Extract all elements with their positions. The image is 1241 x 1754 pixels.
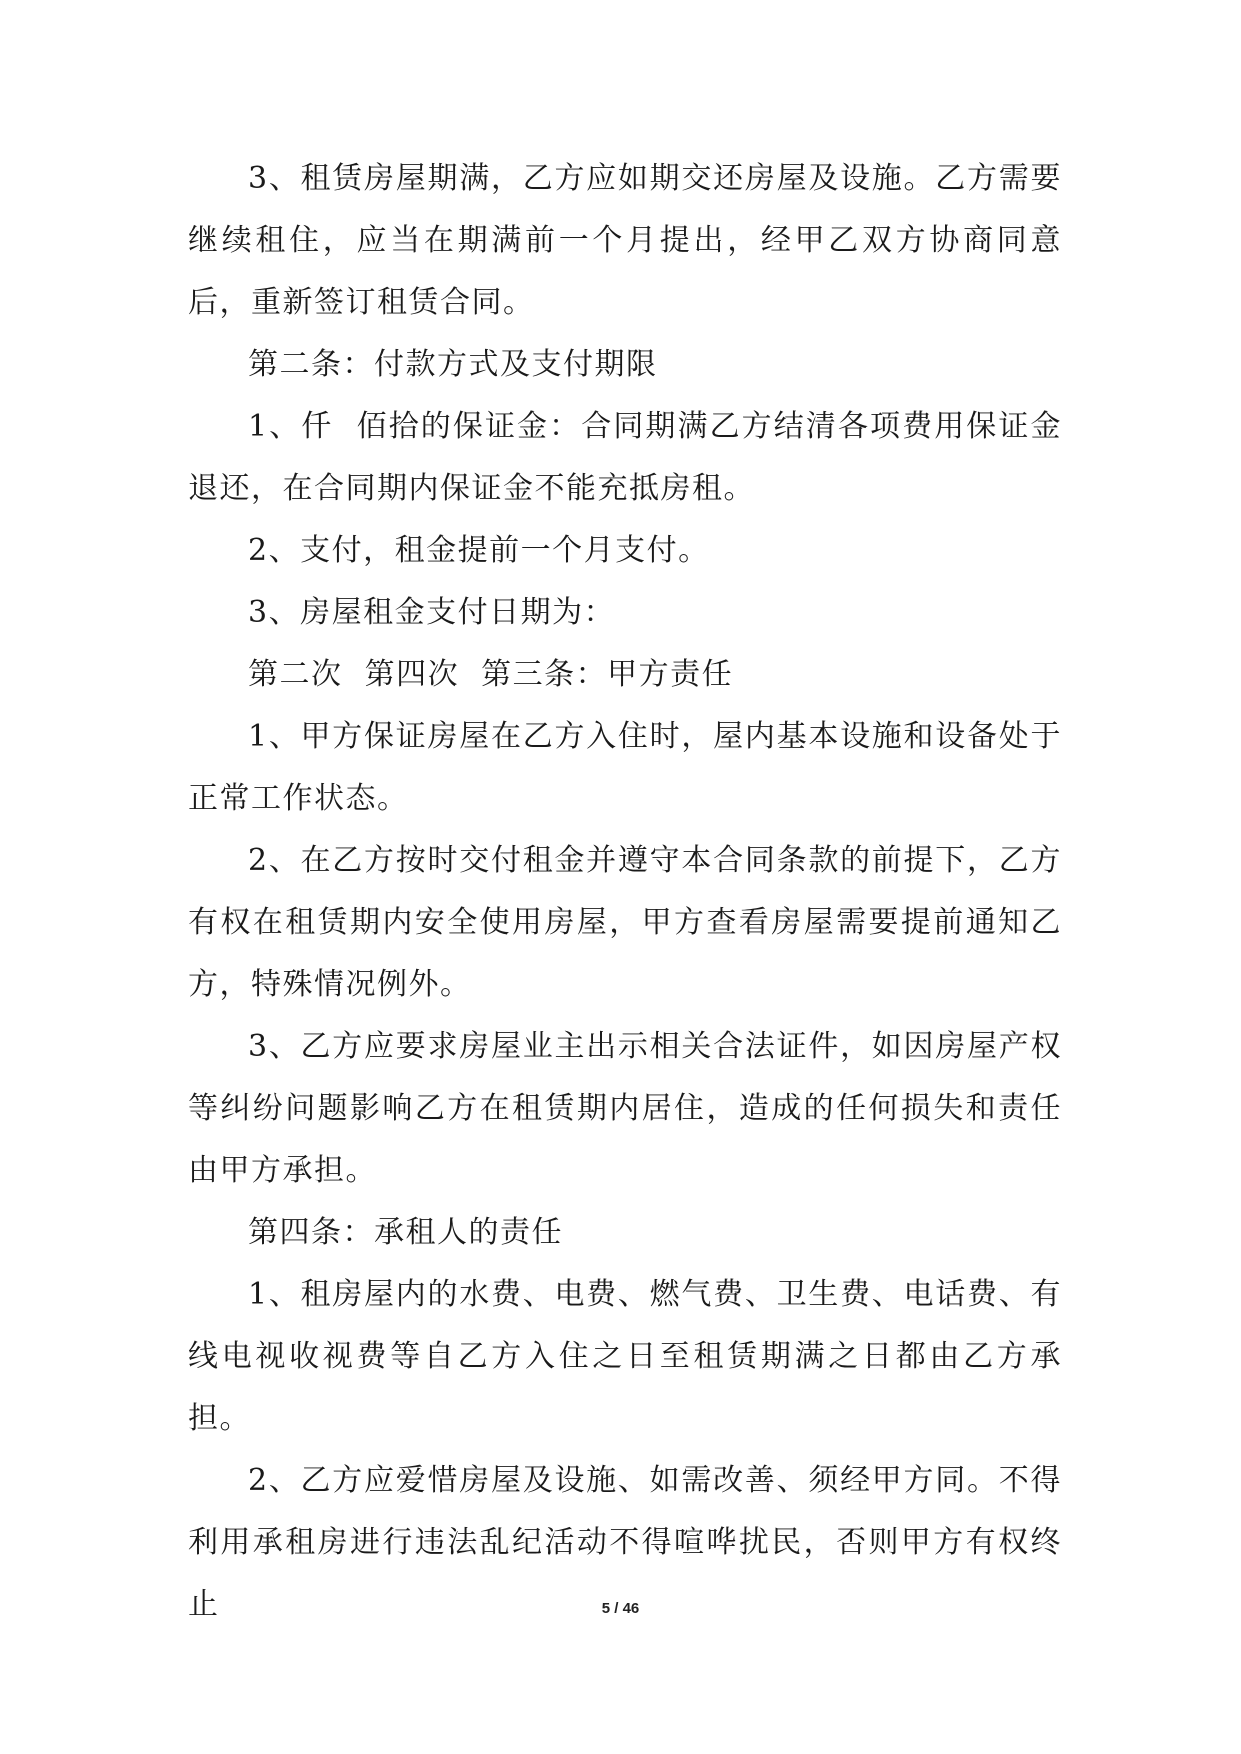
heading-article-2: 第二条：付款方式及支付期限 bbox=[248, 347, 658, 382]
heading-article-3: 第二次 第四次 第三条：甲方责任 bbox=[248, 657, 734, 692]
paragraph-clause-3-3: 3、乙方应要求房屋业主出示相关合法证件，如因房屋产权等纠纷问题影响乙方在租赁期内居住，造成的任何损失和责任由甲方承担。 bbox=[188, 1029, 1062, 1188]
document-body bbox=[188, 148, 1062, 1636]
paragraph-clause-2-1: 1、仟 佰拾的保证金：合同期满乙方结清各项费用保证金退还，在合同期内保证金不能充抵房租。 bbox=[188, 409, 1062, 506]
heading-article-4: 第四条：承租人的责任 bbox=[248, 1215, 563, 1250]
paragraph-clause-3-2: 2、在乙方按时交付租金并遵守本合同条款的前提下，乙方有权在租赁期内安全使用房屋，甲方查看房屋需要提前通知乙方，特殊情况例外。 bbox=[188, 843, 1062, 1002]
paragraph-clause-3-1: 1、甲方保证房屋在乙方入住时，屋内基本设施和设备处于正常工作状态。 bbox=[188, 719, 1062, 816]
page-number: 5 / 46 bbox=[601, 1600, 640, 1617]
paragraph-clause-4-1: 1、租房屋内的水费、电费、燃气费、卫生费、电话费、有线电视收视费等自乙方入住之日至租赁期满之日都由乙方承担。 bbox=[188, 1277, 1062, 1436]
paragraph-clause-1-3: 3、租赁房屋期满，乙方应如期交还房屋及设施。乙方需要继续租住，应当在期满前一个月提出，经甲乙双方协商同意后，重新签订租赁合同。 bbox=[188, 161, 1062, 320]
paragraph-clause-2-2: 2、支付，租金提前一个月支付。 bbox=[248, 533, 710, 568]
paragraph-clause-4-2: 2、乙方应爱惜房屋及设施、如需改善、须经甲方同。不得利用承租房进行违法乱纪活动不得喧哗扰民，否则甲方有权终止 bbox=[188, 1463, 1062, 1622]
paragraph-clause-2-3: 3、房屋租金支付日期为： bbox=[248, 595, 616, 630]
